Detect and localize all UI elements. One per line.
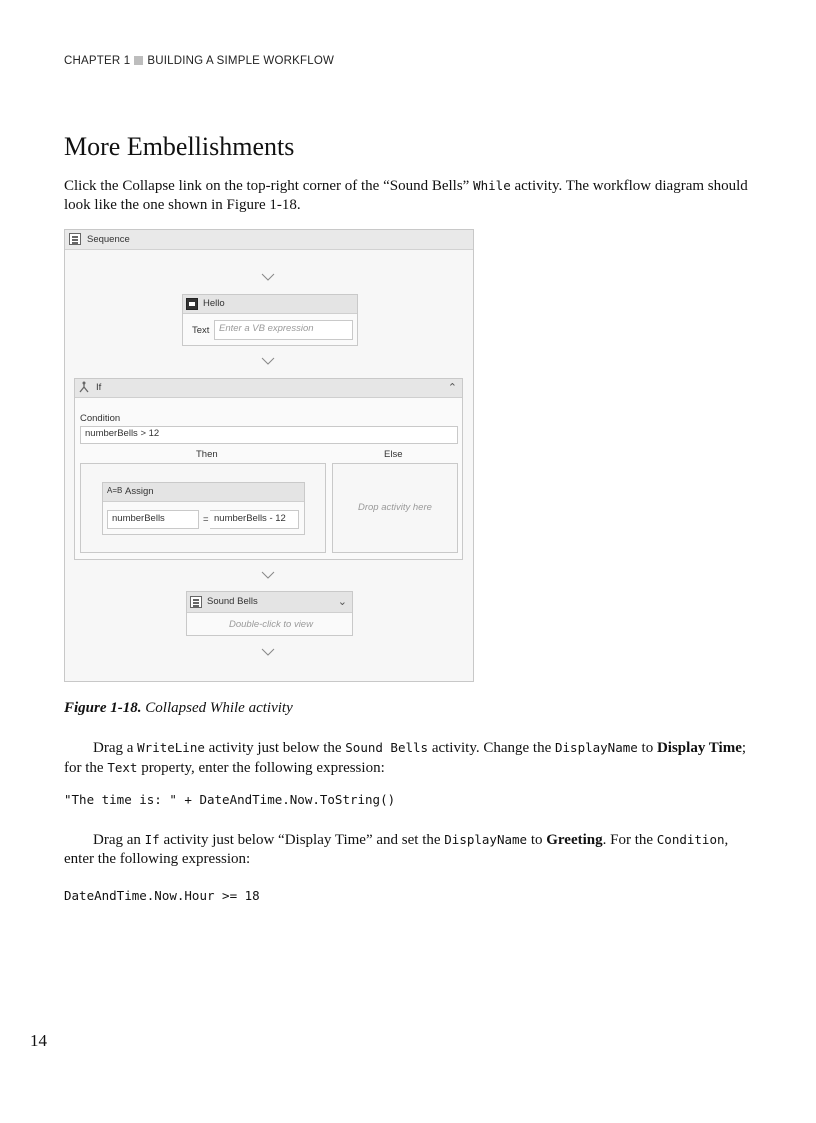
bold-term: Greeting xyxy=(546,832,603,848)
condition-input[interactable]: numberBells > 12 xyxy=(80,426,458,444)
if-activity[interactable] xyxy=(74,378,463,560)
if-title: If xyxy=(96,382,102,393)
text: activity. Change the xyxy=(428,740,555,756)
text: Drag a xyxy=(93,740,138,756)
intro-paragraph xyxy=(64,176,754,215)
bold-term: Display Time xyxy=(656,740,742,756)
hello-text-input[interactable]: Enter a VB expression xyxy=(214,320,353,340)
separator-square-icon xyxy=(134,56,143,65)
assign-to-input[interactable]: numberBells xyxy=(107,510,199,529)
intro-text-2: activity. The workflow diagram should look like the one shown in Figure 1-18. xyxy=(64,178,748,213)
text: activity just below “Display Time” and set the xyxy=(159,832,445,848)
assign-title: Assign xyxy=(125,486,154,497)
assign-icon: A=B xyxy=(107,486,123,495)
page-number: 14 xyxy=(30,1031,47,1050)
chapter-number: CHAPTER 1 xyxy=(64,55,131,67)
inline-code: If xyxy=(144,832,160,847)
section-title: More Embellishments xyxy=(64,132,295,161)
condition-label: Condition xyxy=(80,413,121,424)
if-paragraph xyxy=(64,830,754,869)
inline-code: Sound Bells xyxy=(345,740,429,755)
intro-code-while: While xyxy=(473,178,511,193)
hello-title: Hello xyxy=(203,298,225,309)
workflow-figure xyxy=(64,229,474,682)
else-label: Else xyxy=(384,449,403,460)
caption-label: Figure 1-18. xyxy=(64,700,142,716)
arrow-down-icon xyxy=(261,648,275,656)
intro-text-1: Click the Collapse link on the top-right corner of the “Sound Bells” xyxy=(64,178,474,194)
inline-code: DisplayName xyxy=(555,740,638,755)
text: to xyxy=(637,740,657,756)
sequence-header xyxy=(65,230,473,250)
sound-bells-activity[interactable] xyxy=(186,591,353,636)
text: to xyxy=(527,832,547,848)
text: , enter the following expression: xyxy=(64,832,729,867)
text: property, enter the following expression: xyxy=(137,760,385,776)
writeline-paragraph xyxy=(64,738,754,778)
inline-code: DisplayName xyxy=(444,832,528,847)
drop-activity-hint: Drop activity here xyxy=(358,502,432,513)
inline-code: Condition xyxy=(656,832,725,847)
if-header xyxy=(75,379,462,398)
assign-activity[interactable] xyxy=(102,482,305,535)
double-click-hint: Double-click to view xyxy=(229,619,313,630)
expand-double-chevron-down-icon[interactable]: ⌄ xyxy=(337,596,347,608)
sound-bells-header xyxy=(187,592,352,613)
figure-caption xyxy=(64,700,293,717)
else-branch[interactable] xyxy=(332,463,458,553)
sound-bells-title: Sound Bells xyxy=(207,596,258,607)
writeline-icon xyxy=(186,298,198,310)
while-icon xyxy=(190,596,202,608)
inline-code: Text xyxy=(107,760,138,775)
then-label: Then xyxy=(196,449,218,460)
code-block-time: "The time is: " + DateAndTime.Now.ToString() xyxy=(64,792,396,807)
sequence-icon xyxy=(69,233,81,245)
hello-activity[interactable] xyxy=(182,294,358,346)
chapter-header xyxy=(64,55,334,67)
hello-text-label: Text xyxy=(192,325,210,336)
arrow-down-icon xyxy=(261,357,275,365)
chapter-title: BUILDING A SIMPLE WORKFLOW xyxy=(147,55,335,67)
arrow-down-icon xyxy=(261,571,275,579)
caption-text: Collapsed While activity xyxy=(145,700,293,716)
arrow-down-icon xyxy=(261,273,275,281)
text: activity just below the xyxy=(204,740,346,756)
inline-code: WriteLine xyxy=(137,740,205,755)
text: . For the xyxy=(602,832,657,848)
code-block-hour: DateAndTime.Now.Hour >= 18 xyxy=(64,888,260,903)
assign-equals: = xyxy=(203,514,209,525)
text: Drag an xyxy=(93,832,145,848)
assign-value-input[interactable]: numberBells - 12 xyxy=(210,510,299,529)
then-branch[interactable] xyxy=(80,463,326,553)
sequence-label: Sequence xyxy=(87,234,130,245)
if-branch-icon xyxy=(77,381,91,395)
assign-header xyxy=(103,483,304,502)
collapse-double-chevron-up-icon[interactable]: ⌃ xyxy=(447,382,457,394)
hello-header xyxy=(183,295,357,314)
text: ; for the xyxy=(64,740,747,776)
